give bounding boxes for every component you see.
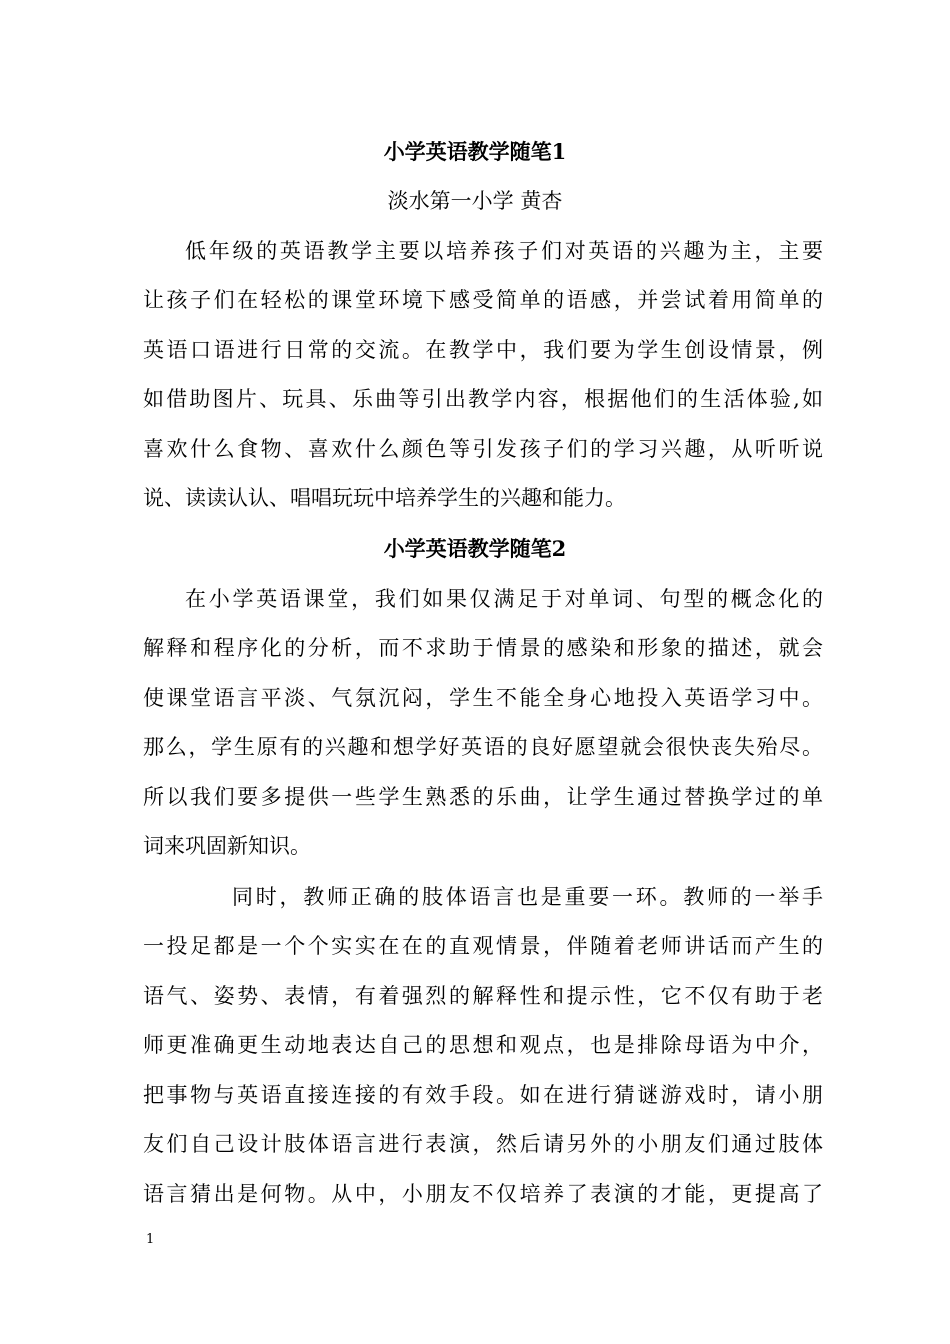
paragraph-2-line-1: 在小学英语课堂，我们如果仅满足于对单词、句型的概念化的 [185,587,823,611]
page-number: 1 [146,1232,155,1247]
paragraph-3-line-7: 语言猜出是何物。从中，小朋友不仅培养了表演的才能，更提高了 [143,1182,823,1206]
paragraph-1-line-4: 如借助图片、玩具、乐曲等引出教学内容，根据他们的生活体验,如 [143,387,823,411]
paragraph-1-line-6: 说、读读认认、唱唱玩玩中培养学生的兴趣和能力。 [143,486,626,510]
paragraph-3-line-2: 一投足都是一个个实实在在的直观情景，伴随着老师讲话而产生的 [143,934,823,958]
paragraph-3-line-4: 师更准确更生动地表达自己的思想和观点，也是排除母语为中介， [143,1033,823,1057]
paragraph-2-line-3: 使课堂语言平淡、气氛沉闷，学生不能全身心地投入英语学习中。 [143,686,823,710]
paragraph-1-line-3: 英语口语进行日常的交流。在教学中，我们要为学生创设情景，例 [143,338,823,362]
paragraph-3-line-5: 把事物与英语直接连接的有效手段。如在进行猜谜游戏时，请小朋 [143,1083,823,1107]
section-2-title: 小学英语教学随笔2 [383,536,567,561]
paragraph-2-line-6: 词来巩固新知识。 [143,834,311,858]
paragraph-2-line-4: 那么，学生原有的兴趣和想学好英语的良好愿望就会很快丧失殆尽。 [143,735,823,759]
paragraph-1-line-2: 让孩子们在轻松的课堂环境下感受简单的语感，并尝试着用简单的 [143,288,823,312]
section-1-title: 小学英语教学随笔1 [383,139,567,164]
paragraph-2-line-5: 所以我们要多提供一些学生熟悉的乐曲，让学生通过替换学过的单 [143,785,823,809]
paragraph-1-line-1: 低年级的英语教学主要以培养孩子们对英语的兴趣为主，主要 [185,239,823,263]
paragraph-3-line-6: 友们自己设计肢体语言进行表演，然后请另外的小朋友们通过肢体 [143,1132,823,1156]
paragraph-3-line-1: 同时，教师正确的肢体语言也是重要一环。教师的一举手 [232,885,823,909]
paragraph-3-line-3: 语气、姿势、表情，有着强烈的解释性和提示性，它不仅有助于老 [143,984,823,1008]
paragraph-1-line-5: 喜欢什么食物、喜欢什么颜色等引发孩子们的学习兴趣，从听听说 [143,437,823,461]
section-1-author: 淡水第一小学 黄杏 [387,189,563,213]
paragraph-2-line-2: 解释和程序化的分析，而不求助于情景的感染和形象的描述，就会 [143,636,823,660]
